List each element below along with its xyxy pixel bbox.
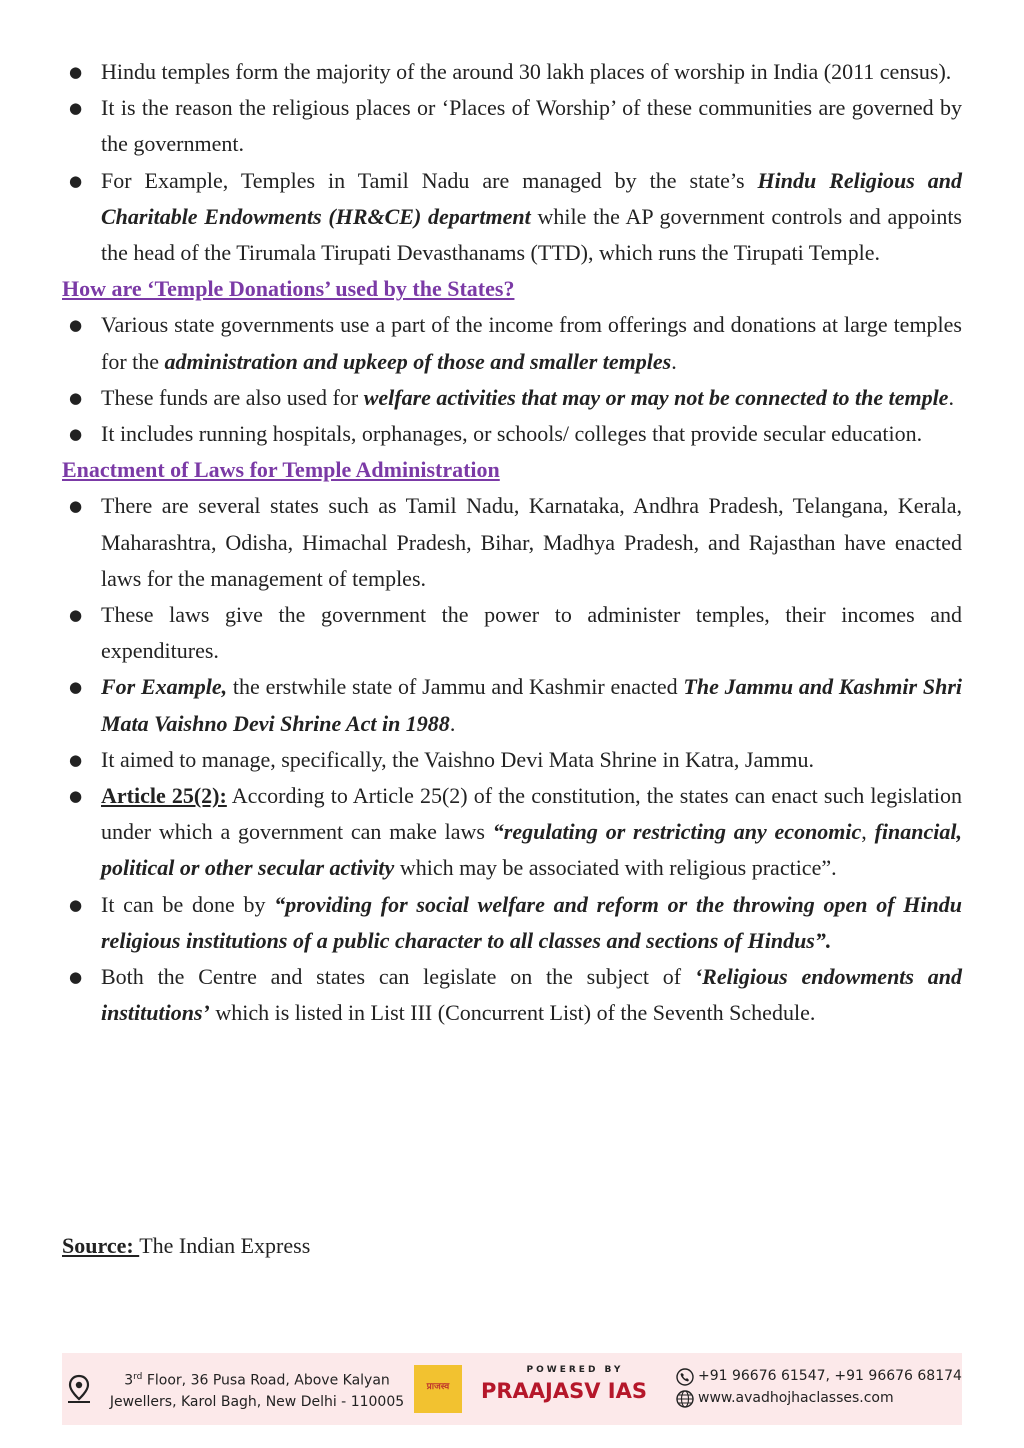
body-text: It aimed to manage, specifically, the Vaishno Devi Mata Shrine in Katra, Jammu.: [101, 746, 814, 772]
body-text: which is listed in List III (Concurrent List) of the Seventh Schedule.: [209, 1000, 816, 1026]
globe-icon: [676, 1390, 694, 1408]
section-heading-temple-donations: How are ‘Temple Donations’ used by the States?: [62, 276, 515, 302]
list-item: [62, 307, 962, 379]
list-item: [62, 380, 962, 416]
footer-bar: [62, 1353, 962, 1425]
section-heading-enactment-of-laws: Enactment of Laws for Temple Administration: [62, 457, 500, 483]
emphasis-text: financial, political or other secular activity: [101, 819, 962, 881]
body-text: the erstwhile state of Jammu and Kashmir enacted: [227, 674, 684, 700]
list-item: [62, 416, 962, 452]
body-text: which may be associated with religious practice”.: [394, 855, 837, 881]
list-item: [62, 959, 962, 1031]
emphasis-text: welfare activities that may or may not be connected to the temple: [363, 384, 949, 410]
bullet-list-donations: [62, 307, 962, 452]
body-text: It is the reason the religious places or ‘Places of Worship’ of these communities are governed by the government.: [101, 95, 962, 157]
phone-icon: [676, 1368, 694, 1386]
list-item: [62, 54, 962, 90]
label-text: Article 25(2):: [101, 783, 227, 809]
body-text: while the AP government controls and appoints the head of the Tirumala Tirupati Devasthanams (TTD), which runs the Tirupati Temple.: [101, 203, 962, 266]
brand-name: PRAAJASV IAS: [480, 1379, 647, 1403]
emphasis-text: “regulating or restricting any economic: [492, 819, 862, 845]
emphasis-text: “providing for social welfare and reform or the throwing open of Hindu religious institutions of a public character to all classes and sections of Hindus”.: [101, 891, 962, 953]
source-label: Source:: [62, 1233, 140, 1258]
emphasis-text: administration and upkeep of those and smaller temples: [164, 348, 672, 374]
bullet-list-laws: [62, 488, 962, 1031]
body-text: According to Article 25(2) of the constitution, the states can enact such legislation under which a government can make laws: [101, 783, 962, 845]
brand-logo-text: प्राजस्व: [426, 1382, 450, 1392]
source-line: [62, 1228, 310, 1264]
list-item: [62, 669, 962, 741]
footer-address: 3rd Floor, 36 Pusa Road, Above Kalyan Jewellers, Karol Bagh, New Delhi - 110005: [109, 1372, 405, 1410]
list-item: [62, 90, 962, 162]
document-body: [62, 54, 962, 1031]
emphasis-text: The Jammu and Kashmir Shri Mata Vaishno Devi Shrine Act in 1988: [101, 674, 962, 736]
body-text: It includes running hospitals, orphanages, or schools/ colleges that provide secular education.: [101, 421, 923, 447]
body-text: These laws give the government the power to administer temples, their incomes and expenditures.: [101, 602, 962, 664]
footer-phone[interactable]: +91 96676 61547, +91 96676 68174: [698, 1368, 962, 1384]
location-pin-icon: [66, 1374, 92, 1404]
body-text: For Example, Temples in Tamil Nadu are managed by the state’s: [101, 167, 758, 193]
emphasis-text: For Example,: [101, 674, 228, 700]
body-text: Both the Centre and states can legislate on the subject of: [101, 964, 695, 990]
emphasis-text: ‘Religious endowments and institutions’: [101, 964, 962, 1026]
body-text: .: [449, 710, 456, 736]
emphasis-text: Hindu Religious and Charitable Endowments (HR&CE) department: [101, 167, 962, 229]
list-item: [62, 778, 962, 887]
list-item: [62, 488, 962, 597]
list-item: [62, 597, 962, 669]
powered-by-label: POWERED BY: [526, 1365, 624, 1375]
body-text: There are several states such as Tamil Nadu, Karnataka, Andhra Pradesh, Telangana, Kerala, Maharashtra, Odisha, Himachal Pradesh, Bihar, Madhya Pradesh, and Rajasthan have enacted laws for the management of temples.: [101, 493, 962, 591]
source-text: The Indian Express: [139, 1233, 311, 1258]
footer-website[interactable]: www.avadhojhaclasses.com: [698, 1390, 894, 1406]
body-text: These funds are also used for: [101, 384, 364, 410]
body-text: Hindu temples form the majority of the around 30 lakh places of worship in India (2011 census).: [101, 59, 952, 84]
list-item: [62, 887, 962, 959]
body-text: .: [948, 384, 954, 410]
body-text: .: [671, 348, 677, 374]
list-item: [62, 742, 962, 778]
body-text: Various state governments use a part of the income from offerings and donations at large temples for the: [101, 312, 962, 374]
brand-logo: [414, 1365, 462, 1413]
bullet-list-worship: [62, 54, 962, 271]
list-item: [62, 163, 962, 272]
body-text: ,: [861, 819, 875, 845]
body-text: It can be done by: [101, 891, 275, 917]
